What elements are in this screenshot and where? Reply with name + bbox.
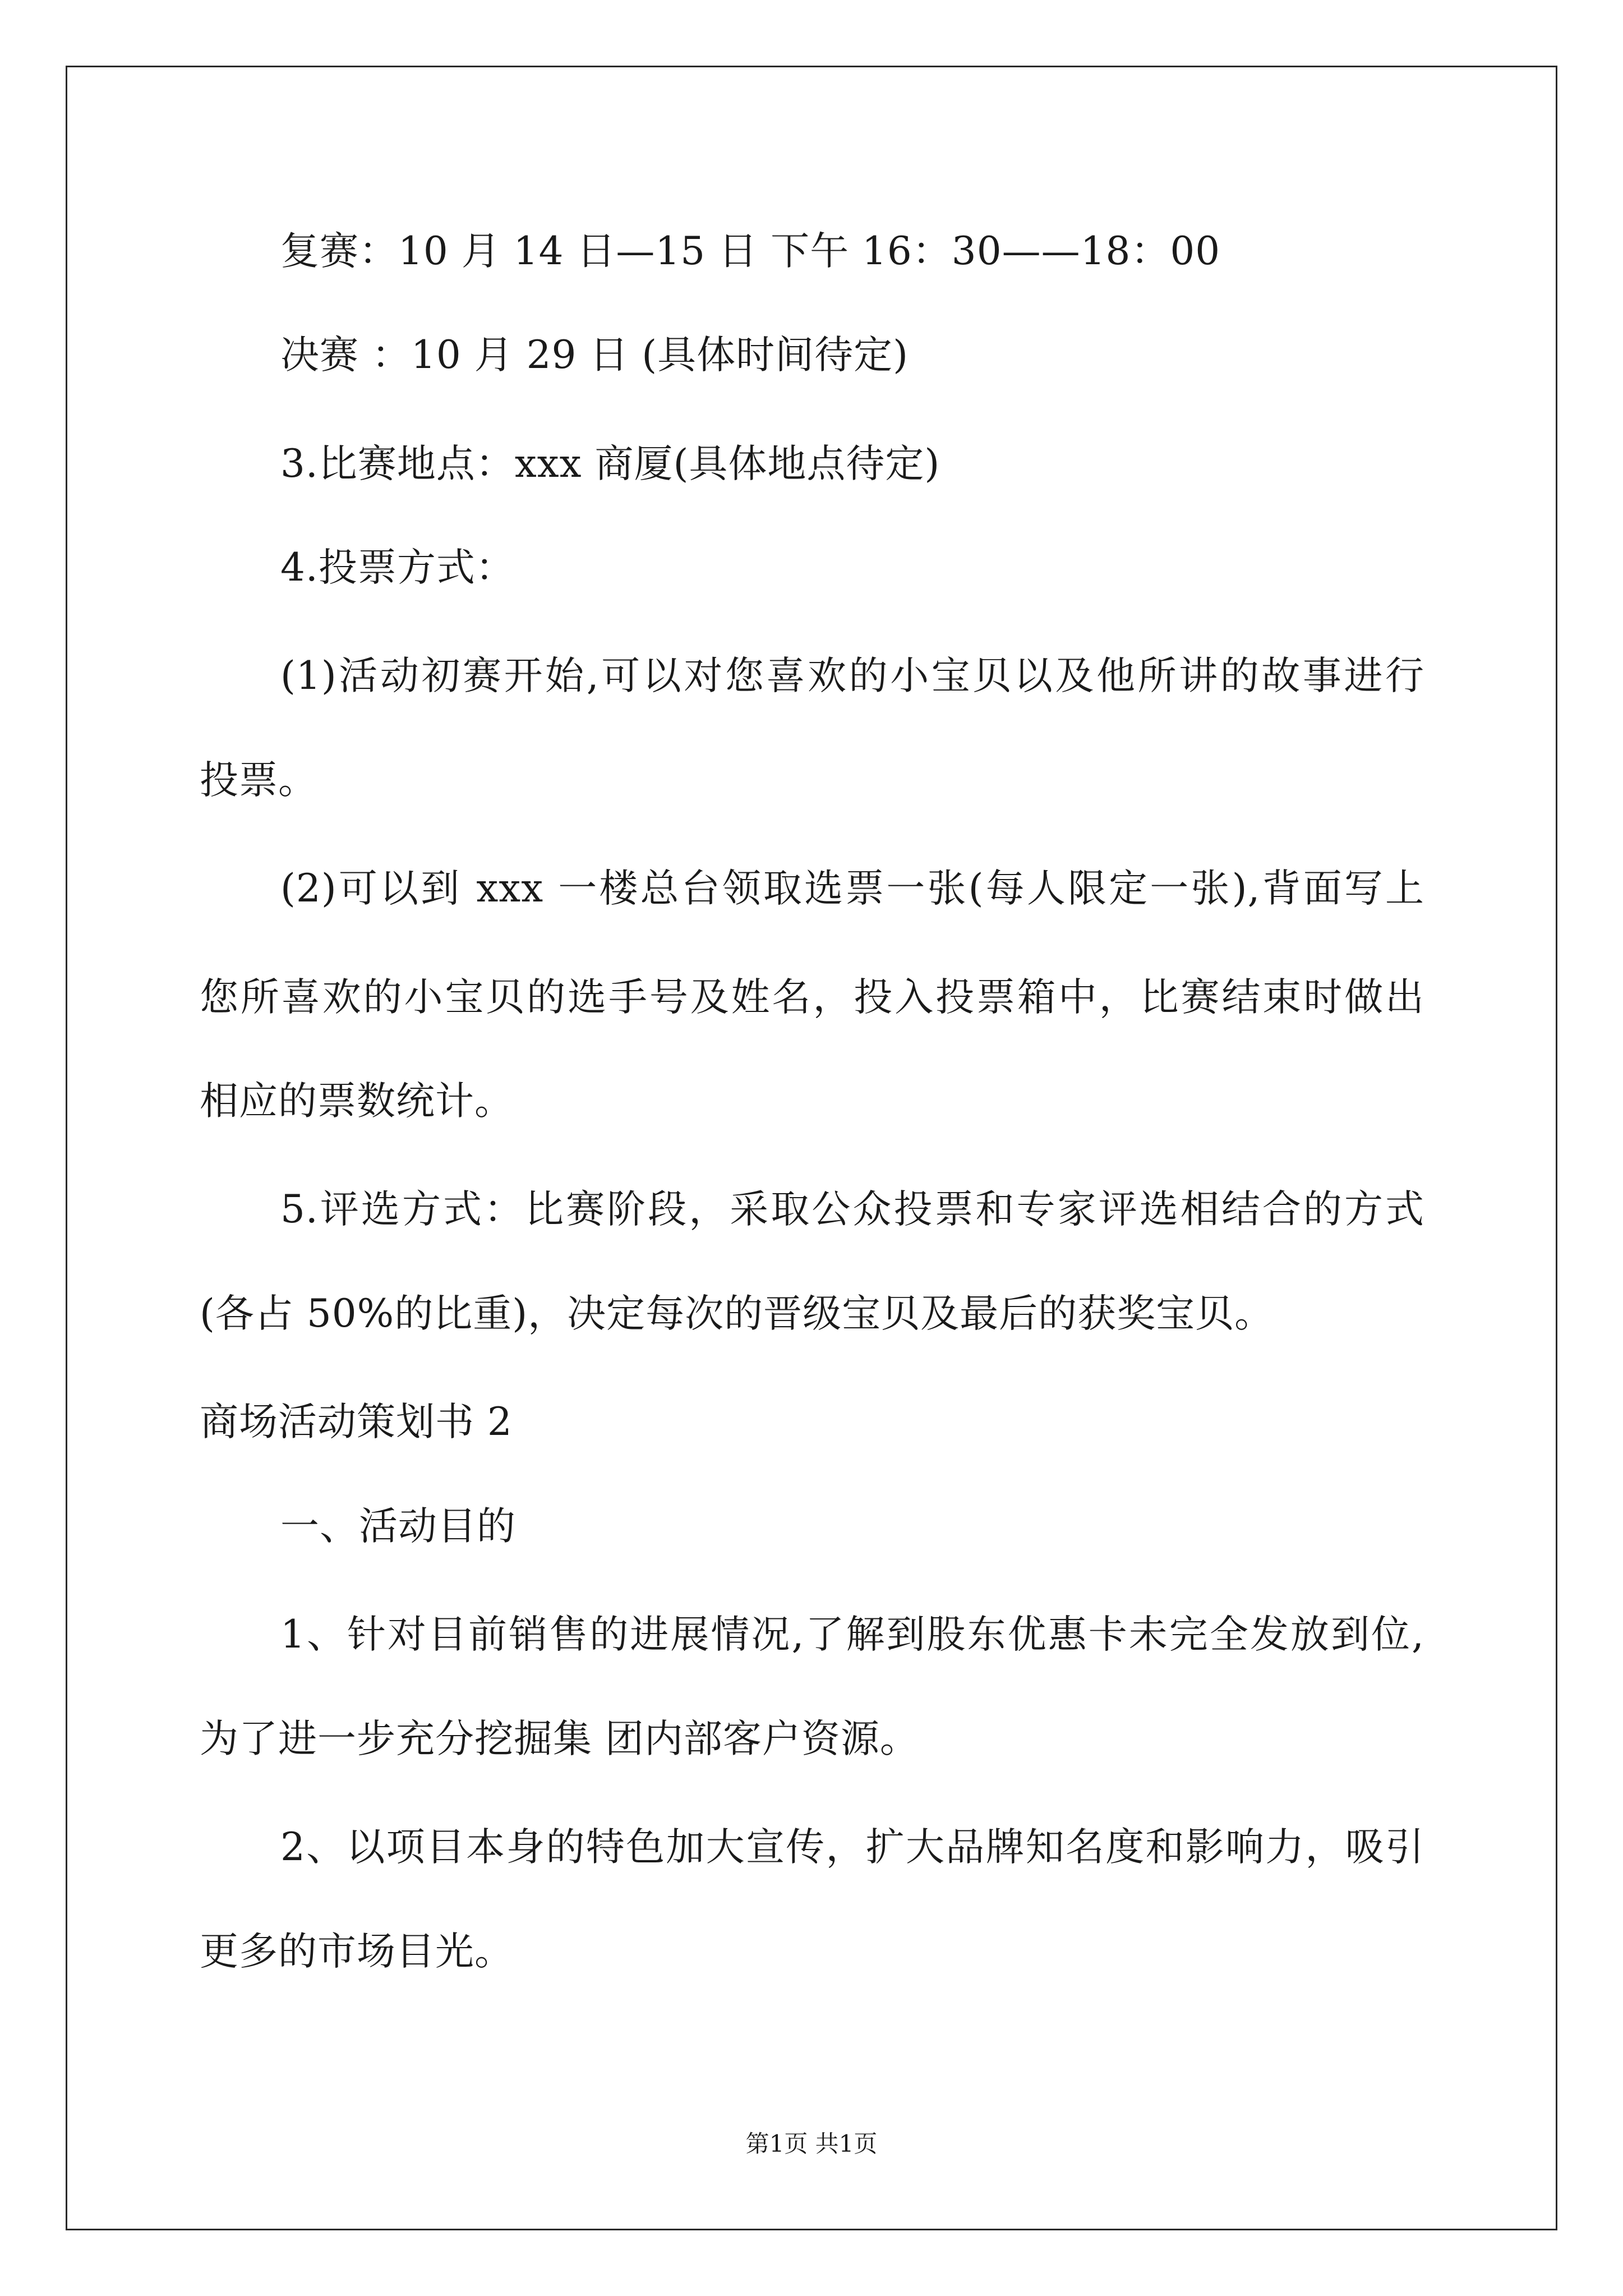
text-line: 复赛：10 月 14 日—15 日 下午 16：30——18：00 [280,229,1221,274]
text-line: 相应的票数统计。 [200,1079,514,1124]
page-border [66,66,1557,2230]
text-line: 您所喜欢的小宝贝的选手号及姓名，投入投票箱中，比赛结束时做出 [200,975,1424,1020]
text-line: 更多的市场目光。 [200,1929,514,1974]
text-line: 为了进一步充分挖掘集 团内部客户资源。 [200,1717,919,1761]
text-line: 3.比赛地点：xxx 商厦(具体地点待定) [280,441,940,486]
text-line: 一、活动目的 [280,1504,516,1549]
text-line: (2)可以到 xxx 一楼总台领取选票一张(每人限定一张),背面写上 [280,866,1424,911]
text-line: 投票。 [200,758,317,803]
page-footer: 第1页 共1页 [745,2130,878,2157]
text-line: 2、以项目本身的特色加大宣传，扩大品牌知名度和影响力，吸引 [280,1825,1424,1870]
text-line: 5.评选方式：比赛阶段，采取公众投票和专家评选相结合的方式 [280,1187,1424,1232]
text-line: (1)活动初赛开始,可以对您喜欢的小宝贝以及他所讲的故事进行 [280,654,1424,698]
text-line: 决赛 ：10 月 29 日 (具体时间待定) [280,333,909,378]
text-line: (各占 50%的比重)，决定每次的晋级宝贝及最后的获奖宝贝。 [200,1291,1274,1336]
section-heading: 商场活动策划书 2 [200,1400,513,1444]
text-line: 1、针对目前销售的进展情况,了解到股东优惠卡未完全发放到位, [280,1612,1424,1657]
text-line: 4.投票方式： [280,545,515,590]
